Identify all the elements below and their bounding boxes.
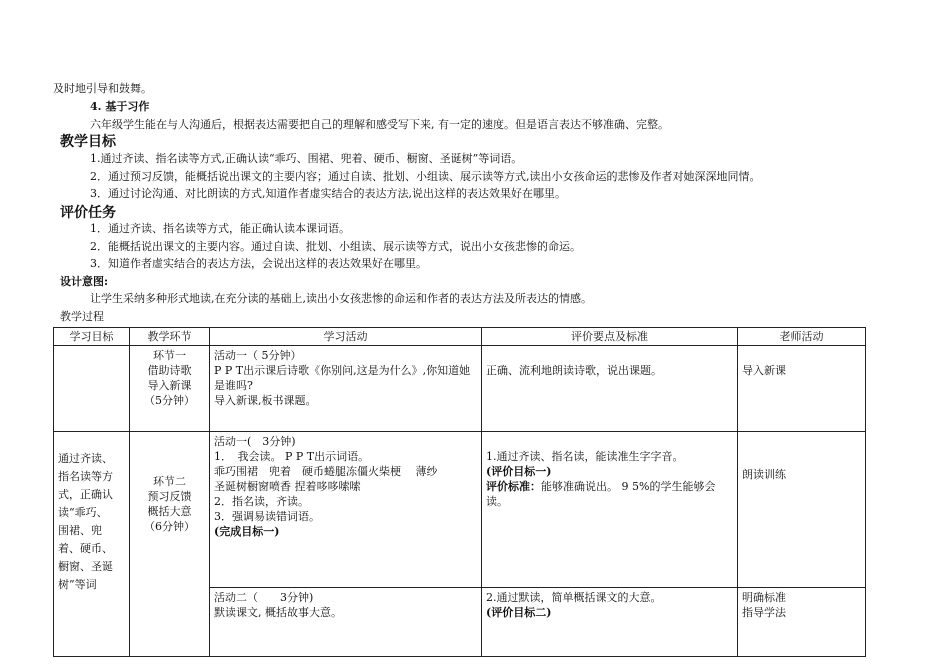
stage-cell (130, 346, 210, 432)
criteria-line: 2.通过默读，简单概括课文的大意。 (486, 591, 662, 604)
activity-line: 圣诞树橱窗喷香 捏着哆哆嗦嗦 (214, 480, 361, 493)
stage-line: 借助诗歌 (147, 364, 192, 377)
goal-line: 橱窗、圣诞 (58, 560, 113, 573)
stage-line: 概括大意 (147, 505, 192, 518)
activity-line: 默读课文, 概括故事大意。 (214, 606, 342, 619)
section4-text: 六年级学生能在与人沟通后，根据表达需要把自己的理解和感受写下来, 有一定的速度。但是语言表达不够准确、完整。 (90, 118, 669, 131)
eval-task-item: 2．能概括说出课文的主要内容。通过自读、批划、小组读、展示读等方式，说出小女孩悲惨的命运。 (90, 240, 581, 253)
table-row (54, 346, 866, 432)
goal-line: 通过齐读、 (58, 452, 113, 465)
design-heading: 设计意图: (60, 275, 109, 288)
activity-line: 导入新课,板书课题。 (214, 394, 317, 407)
header-cell: 评价要点及标准 (482, 328, 738, 346)
header-cell: 老师活动 (738, 328, 866, 346)
goal-line: 式，正确认 (58, 488, 113, 501)
criteria-standard (486, 479, 733, 509)
goal-line: 围裙、兜 (58, 524, 102, 537)
activity-title: 活动一( 3分钟) (214, 435, 296, 448)
activity-cell (210, 346, 482, 432)
process-caption: 教学过程 (60, 310, 104, 323)
intro-tail: 及时地引导和鼓舞。 (53, 82, 152, 95)
header-cell: 教学环节 (130, 328, 210, 346)
stage-line: 导入新课 (147, 379, 192, 392)
goal-cell (54, 432, 130, 657)
standard-text: 能够准确说出。 9 5%的学生能够会读。 (486, 480, 716, 508)
activity-line: 活动一（ 5分钟） (214, 349, 302, 362)
activity-cell (210, 588, 482, 657)
stage-cell (130, 432, 210, 657)
eval-task-item: 1．通过齐读、指名读等方式，能正确认读本课词语。 (90, 222, 350, 235)
teacher-line: 导入新课 (742, 364, 786, 377)
table-header-row (54, 328, 866, 346)
goal-item: 1.通过齐读、指名读等方式,正确认读“乖巧、围裙、兜着、硬币、橱窗、圣诞树”等词语。 (90, 152, 523, 165)
activity-line: P P T出示课后诗歌《你别问,这是为什么》,你知道她是谁吗? (214, 364, 471, 392)
criteria-line: 正确、流利地朗读诗歌，说出课题。 (486, 364, 662, 377)
activity-line: 3．强调易读错词语。 (214, 510, 320, 523)
criteria-target: (评价目标二) (486, 606, 552, 619)
stage-line: 预习反馈 (147, 490, 192, 503)
teacher-line: 朗读训练 (742, 468, 786, 481)
stage-line: （5分钟） (144, 394, 195, 407)
criteria-cell (482, 346, 738, 432)
teacher-cell (738, 346, 866, 432)
criteria-cell (482, 588, 738, 657)
goal-cell (54, 346, 130, 432)
eval-tasks-heading: 评价任务 (60, 205, 116, 221)
goal-item: 2．通过预习反馈，能概括说出课文的主要内容；通过自读、批划、小组读、展示读等方式,读出小女孩命运的悲惨及作者对她深深地同情。 (90, 170, 761, 183)
goal-line: 指名读等方 (58, 470, 113, 483)
goal-line: 树”等词 (58, 578, 97, 591)
goals-heading: 教学目标 (60, 134, 116, 150)
criteria-cell (482, 432, 738, 588)
activity-title: 活动二（ 3分钟) (214, 591, 314, 604)
stage-line: 环节一 (153, 349, 186, 362)
goal-item: 3．通过讨论沟通、对比朗读的方式,知道作者虚实结合的表达方法,说出这样的表达效果好在哪里。 (90, 187, 566, 200)
design-text: 让学生采纳多种形式地读,在充分读的基础上,读出小女孩悲惨的命运和作者的表达方法及所表达的情感。 (90, 292, 592, 305)
goal-line: 着、硬币、 (58, 542, 113, 555)
stage-line: （6分钟） (144, 520, 195, 533)
teacher-line: 指导学法 (742, 606, 786, 619)
activity-line: 乖巧围裙 兜着 硬币蜷腿冻僵火柴梗 薄纱 (214, 465, 438, 478)
eval-task-item: 3．知道作者虚实结合的表达方法，会说出这样的表达效果好在哪里。 (90, 257, 427, 270)
teacher-cell (738, 432, 866, 588)
teacher-cell (738, 588, 866, 657)
header-cell: 学习活动 (210, 328, 482, 346)
activity-line: 1． 我会读。 P P T出示词语。 (214, 450, 370, 463)
standard-label: 评价标准： (486, 480, 541, 493)
criteria-line: 1.通过齐读、指名读，能读准生字字音。 (486, 450, 684, 463)
teacher-line: 明确标准 (742, 591, 786, 604)
goal-line: 读“乖巧、 (58, 506, 108, 519)
table-row (54, 432, 866, 588)
section4-heading: 4. 基于习作 (90, 100, 150, 113)
criteria-target: (评价目标一) (486, 465, 552, 478)
activity-target: (完成目标一) (214, 525, 280, 538)
activity-line: 2．指名读，齐读。 (214, 495, 309, 508)
stage-line: 环节二 (153, 475, 186, 488)
teaching-process-table (53, 327, 866, 657)
header-cell: 学习目标 (54, 328, 130, 346)
activity-cell (210, 432, 482, 588)
